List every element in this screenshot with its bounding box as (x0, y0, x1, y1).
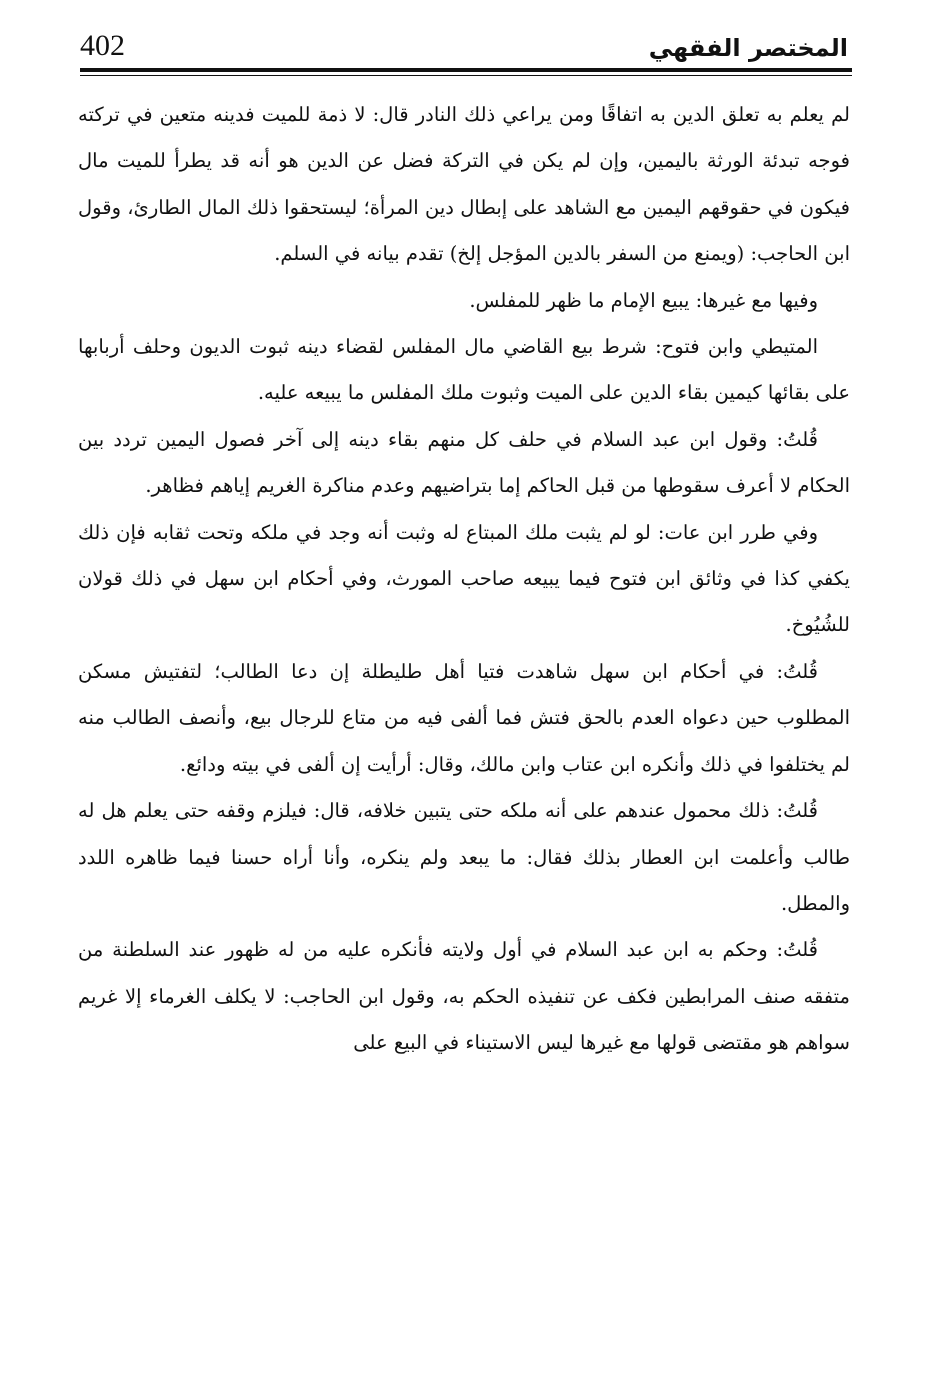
paragraph-text: وفي طرر ابن عات: لو لم يثبت ملك المبتاع له وثبت أنه وجد في ملكه وتحت ثقابه فإن ذلك يكفي كذا في وثائق ابن فتوح فيما يبيعه صاحب المورث، وفي أحكام ابن سهل في ذلك قولان للشُيُوخ. (78, 520, 850, 637)
header-rule-thin (80, 75, 852, 76)
paragraph-8 (78, 927, 850, 1066)
paragraph-text: المتيطي وابن فتوح: شرط بيع القاضي مال المفلس لقضاء دينه ثبوت الديون وحلف أربابها على بقائها كيمين بقاء الدين على الميت وثبوت ملك المفلس ما يبيعه عليه. (78, 335, 850, 405)
header-rule-thick (80, 68, 852, 72)
paragraph-4 (78, 417, 850, 510)
page-header (80, 22, 850, 72)
paragraph-3 (78, 324, 850, 417)
paragraph-5 (78, 510, 850, 649)
paragraph-1 (78, 92, 850, 278)
paragraph-7 (78, 788, 850, 927)
paragraph-text: وقول ابن عبد السلام في حلف كل منهم بقاء دينه إلى آخر فصول اليمين تردد بين الحكام لا أعرف سقوطها من قبل الحاكم إما بتراضيهم وعدم مناكرة الغريم إياهم فظاهر. (78, 427, 850, 498)
paragraph-text: وفيها مع غيرها: يبيع الإمام ما ظهر للمفلس. (469, 288, 818, 312)
paragraph-2 (78, 278, 850, 324)
paragraph-6 (78, 649, 850, 788)
running-title: المختصر الفقهي (648, 34, 848, 62)
qult-lead: قُلتُ: (776, 938, 818, 962)
page-body (78, 92, 850, 1067)
qult-lead: قُلتُ: (776, 659, 818, 683)
paragraph-text: وحكم به ابن عبد السلام في أول ولايته فأنكره عليه من له ظهور عند السلطنة من متفقه صنف المرابطين فكف عن تنفيذه الحكم به، وقول ابن الحاجب: لا يكلف الغرماء إلا غريم سواهم هو مقتضى قولها مع غيرها ليس الاستيناء في البيع على (78, 938, 850, 1055)
qult-lead: قُلتُ: (776, 427, 818, 451)
qult-lead: قُلتُ: (776, 799, 818, 823)
paragraph-text: في أحكام ابن سهل شاهدت فتيا أهل طليطلة إن دعا الطالب؛ لتفتيش مسكن المطلوب حين دعواه العدم بالحق فتش فما ألفى فيه من متاع للرجال بيع، وأنصف الطالب منه لم يختلفوا في ذلك وأنكره ابن عتاب وابن مالك، وقال: أرأيت إن ألفى في بيته ودائع. (78, 659, 850, 776)
paragraph-text: لم يعلم به تعلق الدين به اتفاقًا ومن يراعي ذلك النادر قال: لا ذمة للميت فدينه متعين في تركته فوجه تبدئة الورثة باليمين، وإن لم يكن في التركة فضل عن الدين هو أنه قد يطرأ للميت مال فيكون في حقوقهم اليمين مع الشاهد على إبطال دين المرأة؛ ليستحقوا ذلك المال الطارئ، وقول ابن الحاجب: (ويمنع من السفر بالدين المؤجل إلخ) تقدم بيانه في السلم. (78, 103, 851, 266)
paragraph-text: ذلك محمول عندهم على أنه ملكه حتى يتبين خلافه، قال: فيلزم وقفه حتى يعلم هل له طالب وأعلمت ابن العطار بذلك فقال: ما يبعد ولم ينكره، وأنا أراه حسنا فيما ظاهره اللدد والمطل. (78, 799, 850, 915)
page-number: 402 (80, 29, 125, 62)
